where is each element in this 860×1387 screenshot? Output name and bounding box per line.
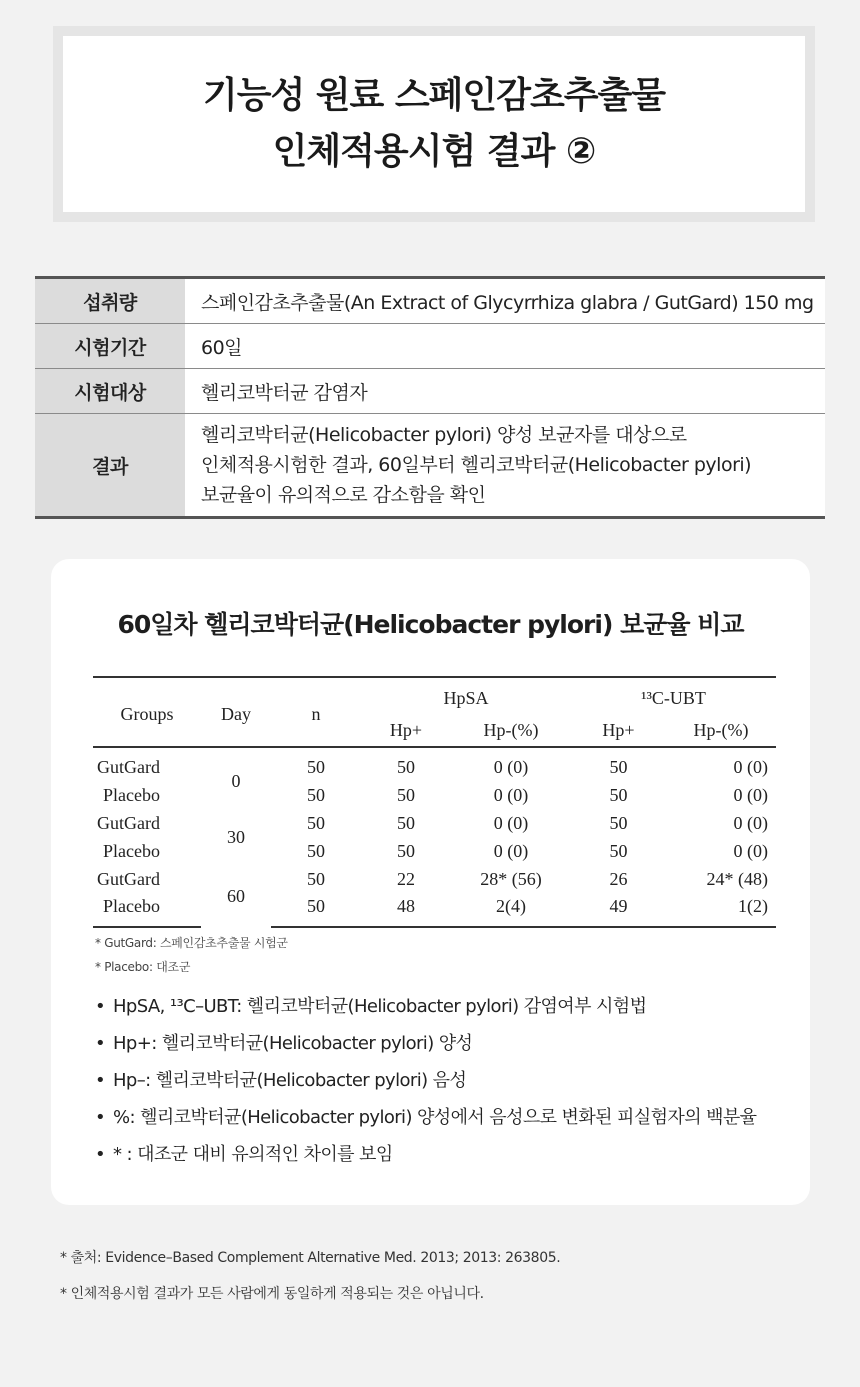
list-item bbox=[95, 992, 756, 1029]
info-value: 60일 bbox=[185, 324, 825, 369]
cell-ubt-pos: 50 bbox=[609, 812, 628, 833]
cell-ubt-pos: 26 bbox=[609, 868, 628, 889]
cell-hpsa-neg: 2(4) bbox=[451, 893, 571, 927]
title-line-2: 인체적용시험 결과 ② bbox=[272, 131, 596, 172]
cell-ubt-neg: 0 (0) bbox=[733, 784, 768, 805]
cell-ubt-neg: 0 (0) bbox=[733, 812, 768, 833]
cell-group: Placebo bbox=[103, 840, 160, 861]
header-hpsa-pos: Hp+ bbox=[361, 715, 451, 747]
info-label: 시험대상 bbox=[35, 369, 185, 414]
cell-ubt-pos: 50 bbox=[609, 757, 628, 777]
bullet-icon: • bbox=[95, 1107, 106, 1128]
card-title: 60일차 헬리코박터균(Helicobacter pylori) 보균율 비교 bbox=[117, 610, 744, 639]
source-note: * 인체적용시험 결과가 모든 사람에게 동일하게 적용되는 것은 아닙니다. bbox=[60, 1286, 484, 1302]
comparison-card bbox=[51, 559, 810, 1205]
cell-hpsa-pos: 50 bbox=[397, 784, 415, 805]
result-line: 보균율이 유의적으로 감소함을 확인 bbox=[201, 484, 486, 506]
list-item bbox=[95, 1103, 756, 1140]
info-row-intake bbox=[35, 278, 825, 324]
header-groups: Groups bbox=[93, 677, 201, 747]
bullet-icon: • bbox=[95, 996, 106, 1017]
table-row bbox=[93, 893, 776, 927]
header-day: Day bbox=[201, 677, 271, 747]
footnote: * Placebo: 대조군 bbox=[95, 960, 191, 974]
legend-list bbox=[95, 992, 756, 1177]
bullet-icon: • bbox=[95, 1070, 106, 1091]
table-header-row bbox=[93, 677, 776, 715]
table-row bbox=[93, 837, 776, 865]
bullet-text: Hp+: 헬리코박터균(Helicobacter pylori) 양성 bbox=[113, 1033, 473, 1054]
cell-group: GutGard bbox=[97, 868, 160, 889]
cell-day: 60 bbox=[227, 885, 245, 906]
cell-n: 50 bbox=[307, 840, 325, 861]
bullet-text: * : 대조군 대비 유의적인 차이를 보임 bbox=[113, 1144, 393, 1165]
table-row bbox=[93, 747, 776, 781]
bullet-icon: • bbox=[95, 1033, 106, 1054]
result-line: 헬리코박터균(Helicobacter pylori) 양성 보균자를 대상으로 bbox=[201, 424, 687, 446]
header-ubt: ¹³C-UBT bbox=[571, 677, 776, 715]
list-item bbox=[95, 1066, 756, 1103]
comparison-table bbox=[93, 676, 776, 928]
bullet-text: Hp–: 헬리코박터균(Helicobacter pylori) 음성 bbox=[113, 1070, 467, 1091]
cell-hpsa-pos: 50 bbox=[397, 840, 415, 861]
cell-n: 50 bbox=[307, 812, 325, 833]
cell-ubt-neg: 0 (0) bbox=[733, 840, 768, 861]
result-line: 인체적용시험한 결과, 60일부터 헬리코박터균(Helicobacter pylori) bbox=[201, 454, 752, 476]
header-hpsa: HpSA bbox=[361, 677, 571, 715]
info-row-subjects bbox=[35, 369, 825, 414]
cell-ubt-neg: 24* (48) bbox=[706, 868, 768, 889]
cell-hpsa-neg: 28* (56) bbox=[480, 868, 542, 889]
cell-n: 50 bbox=[307, 868, 325, 889]
cell-hpsa-neg: 0 (0) bbox=[493, 784, 529, 805]
info-row-period bbox=[35, 324, 825, 369]
cell-group: GutGard bbox=[97, 812, 160, 833]
footnote: * GutGard: 스페인감초추출물 시험군 bbox=[95, 936, 288, 950]
bullet-icon: • bbox=[95, 1144, 106, 1165]
cell-hpsa-pos: 22 bbox=[397, 868, 415, 889]
cell-ubt-pos: 50 bbox=[609, 840, 628, 861]
table-row bbox=[93, 809, 776, 837]
header-ubt-pos: Hp+ bbox=[571, 715, 666, 747]
info-label: 섭취량 bbox=[35, 278, 185, 324]
table-row bbox=[93, 781, 776, 809]
header-ubt-neg: Hp-(%) bbox=[666, 715, 776, 747]
info-value: 스페인감초추출물(An Extract of Glycyrrhiza glabra / GutGard) 150 mg bbox=[185, 278, 825, 324]
list-item bbox=[95, 1140, 756, 1177]
table-row bbox=[93, 865, 776, 893]
list-item bbox=[95, 1029, 756, 1066]
cell-ubt-pos: 50 bbox=[609, 784, 628, 805]
info-row-result bbox=[35, 414, 825, 518]
info-label: 결과 bbox=[35, 414, 185, 518]
title-box bbox=[63, 36, 805, 212]
info-table bbox=[35, 276, 825, 519]
info-value bbox=[185, 414, 825, 518]
bullet-text: HpSA, ¹³C–UBT: 헬리코박터균(Helicobacter pylori) 감염여부 시험법 bbox=[113, 996, 647, 1017]
cell-hpsa-neg: 0 (0) bbox=[493, 812, 529, 833]
cell-day: 0 bbox=[231, 771, 241, 791]
cell-hpsa-pos: 48 bbox=[361, 893, 451, 927]
cell-n: 50 bbox=[307, 757, 325, 777]
header-hpsa-neg: Hp-(%) bbox=[451, 715, 571, 747]
source-notes bbox=[60, 1240, 560, 1312]
table-footnotes bbox=[95, 931, 288, 979]
cell-hpsa-pos: 50 bbox=[397, 812, 415, 833]
cell-ubt-pos: 49 bbox=[571, 893, 666, 927]
info-label: 시험기간 bbox=[35, 324, 185, 369]
title-line-1: 기능성 원료 스페인감초추출물 bbox=[202, 75, 666, 116]
cell-ubt-neg: 1(2) bbox=[666, 893, 776, 927]
cell-group: GutGard bbox=[97, 757, 160, 777]
source-note: * 출처: Evidence–Based Complement Alternative Med. 2013; 2013: 263805. bbox=[60, 1250, 561, 1266]
cell-n: 50 bbox=[271, 893, 361, 927]
cell-group: Placebo bbox=[93, 893, 201, 927]
bullet-text: %: 헬리코박터균(Helicobacter pylori) 양성에서 음성으로 변화된 피실험자의 백분율 bbox=[113, 1107, 757, 1128]
info-value: 헬리코박터균 감염자 bbox=[185, 369, 825, 414]
cell-ubt-neg: 0 (0) bbox=[733, 757, 768, 777]
header-n: n bbox=[271, 677, 361, 747]
cell-hpsa-neg: 0 (0) bbox=[493, 757, 529, 777]
cell-hpsa-pos: 50 bbox=[397, 757, 415, 777]
cell-hpsa-neg: 0 (0) bbox=[493, 840, 529, 861]
title-frame bbox=[53, 26, 815, 222]
cell-day: 30 bbox=[227, 826, 245, 847]
cell-group: Placebo bbox=[103, 784, 160, 805]
cell-n: 50 bbox=[307, 784, 325, 805]
